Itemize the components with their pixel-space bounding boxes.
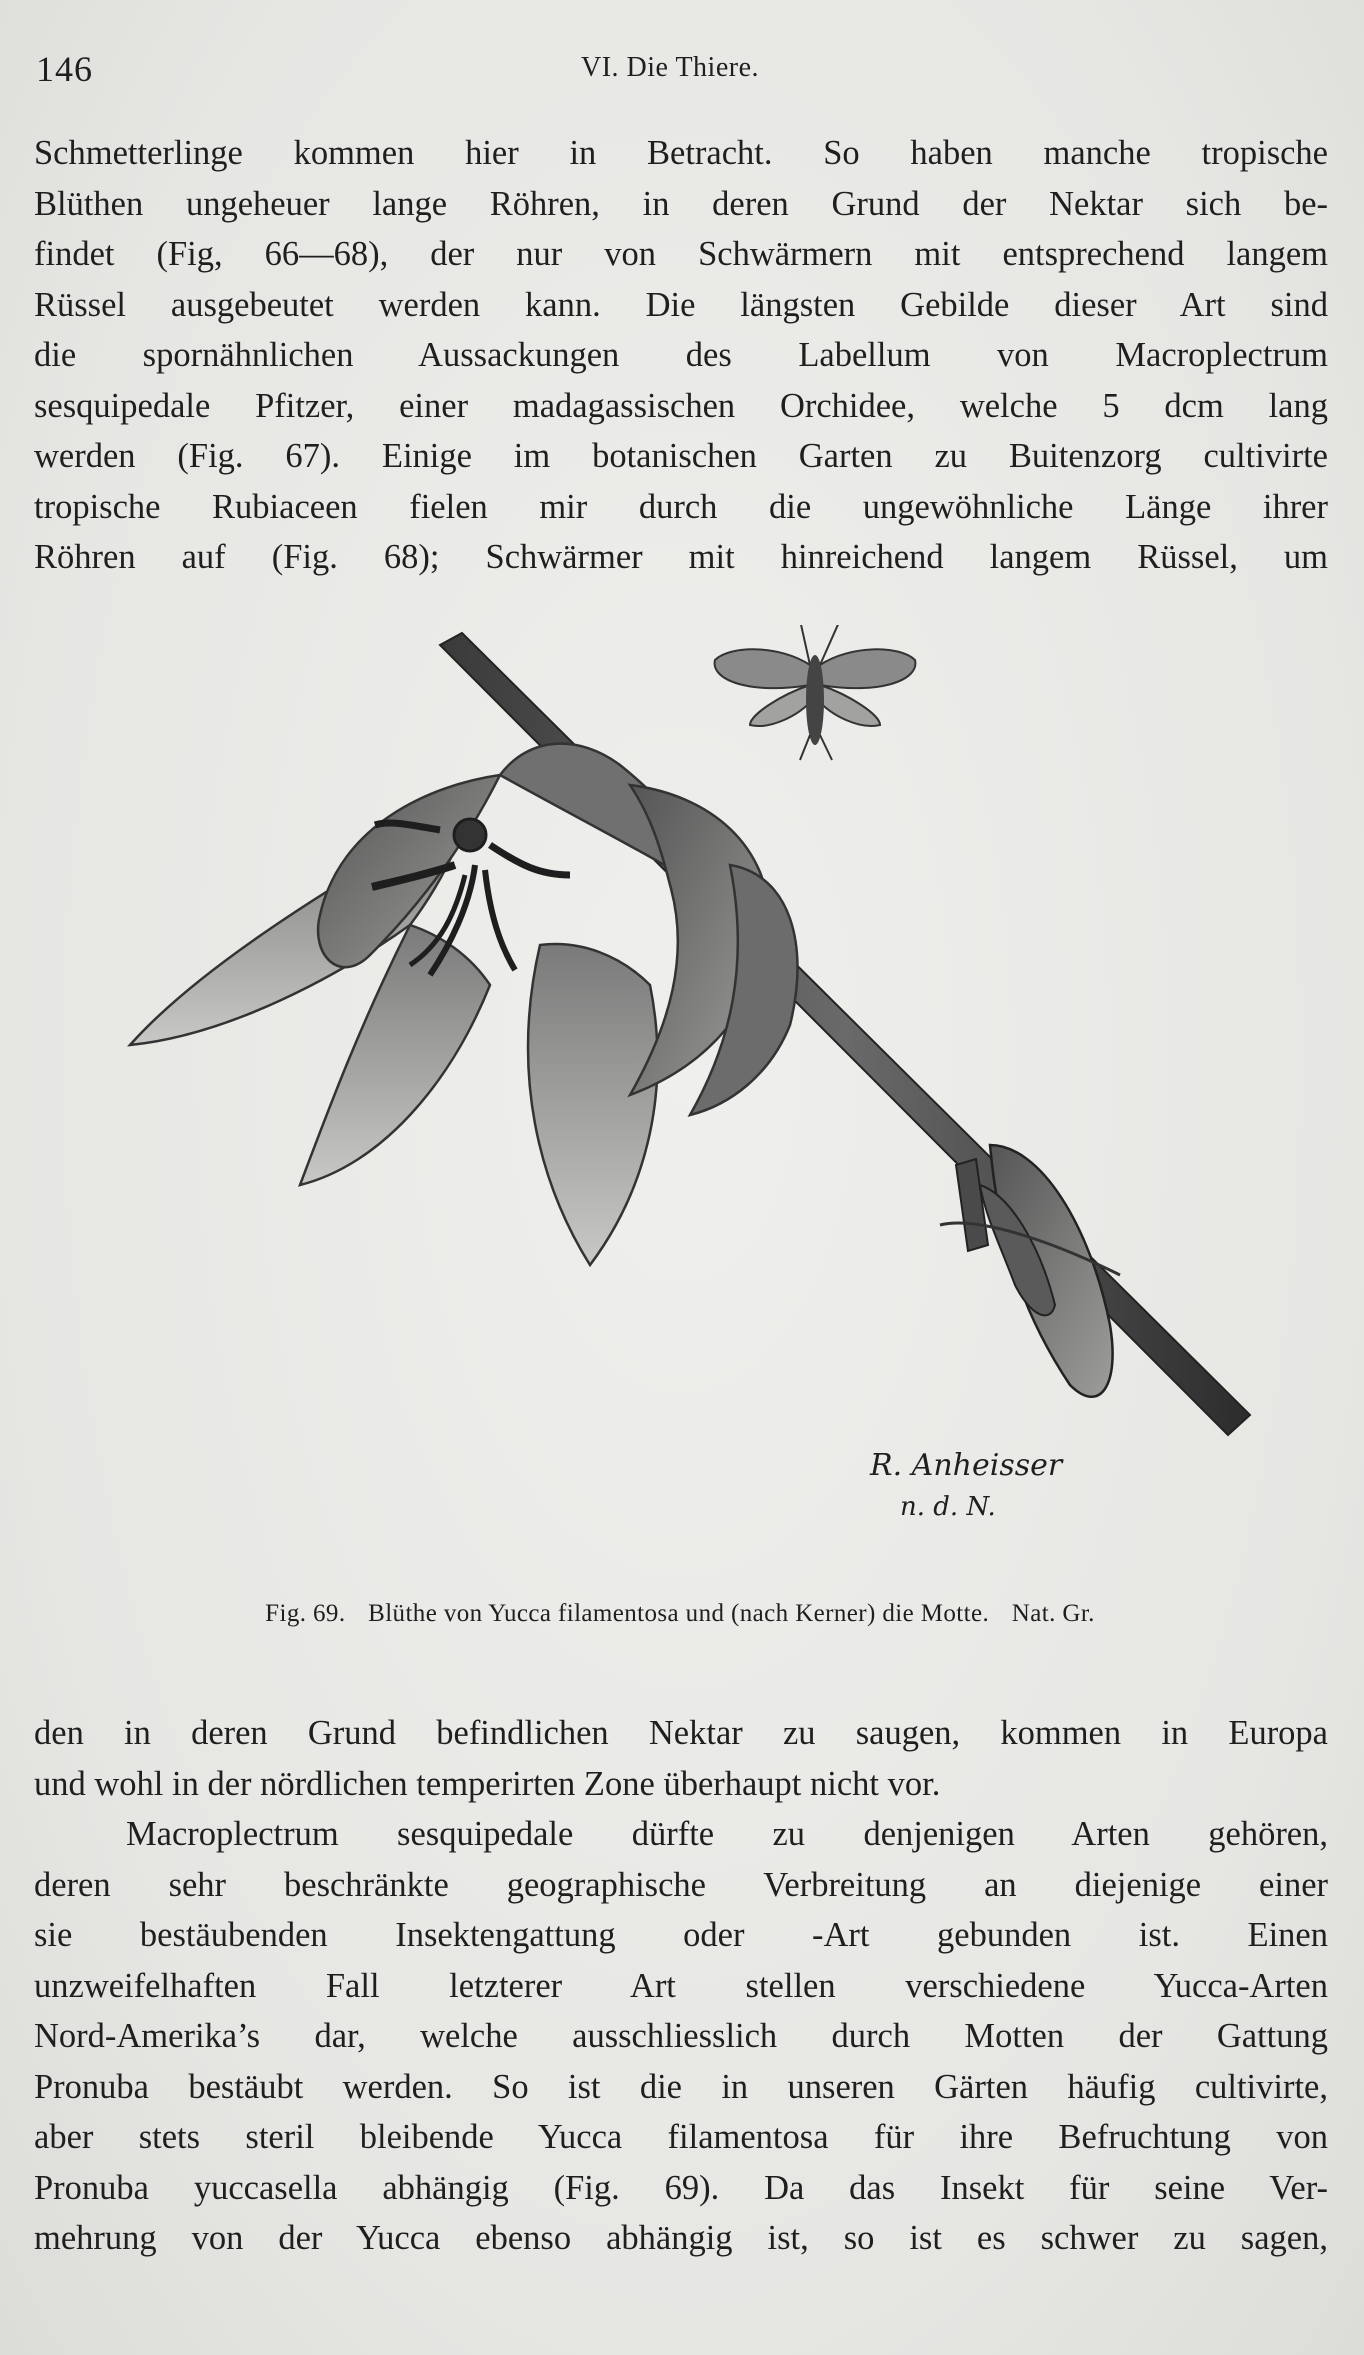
text-line: werden (Fig. 67). Einige im botanischen Garten zu Buitenzorg cultivirte <box>34 437 1328 475</box>
text-line: Macroplectrum sesquipedale dürfte zu denjenigen Arten gehören, <box>126 1815 1328 1853</box>
text-line: sie bestäubenden Insektengattung oder -Art gebunden ist. Einen <box>34 1916 1328 1954</box>
text-line: unzweifelhaften Fall letzterer Art stellen verschiedene Yucca-Arten <box>34 1966 1328 2005</box>
caption-number: Fig. 69. <box>265 1600 346 1627</box>
text-line: Blüthen ungeheuer lange Röhren, in deren Grund der Nektar sich be- <box>34 184 1328 223</box>
svg-text:n. d. N.: n. d. N. <box>900 1492 996 1522</box>
text-line: Schmetterlinge kommen hier in Betracht. So haben manche tropische <box>34 134 1328 172</box>
page-number: 146 <box>36 49 93 89</box>
text-line: Röhren auf (Fig. 68); Schwärmer mit hinreichend langem Rüssel, um <box>34 538 1328 576</box>
text-line: und wohl in der nördlichen temperirten Zone überhaupt nicht vor. <box>34 1764 941 1803</box>
yucca-flower <box>130 744 798 1265</box>
moth-illustration <box>715 625 916 760</box>
text-line: Rüssel ausgebeutet werden kann. Die längsten Gebilde dieser Art sind <box>34 285 1328 324</box>
text-line: Nord-Amerika’s dar, welche ausschliesslich durch Motten der Gattung <box>34 2017 1328 2055</box>
text-line: sesquipedale Pfitzer, einer madagassischen Orchidee, welche 5 dcm lang <box>34 386 1328 425</box>
petal <box>528 944 657 1265</box>
text-line: aber stets steril bleibende Yucca filamentosa für ihre Befruchtung von <box>34 2118 1328 2156</box>
text-line: die spornähnlichen Aussackungen des Labellum von Macroplectrum <box>34 336 1328 374</box>
text-line: findet (Fig, 66—68), der nur von Schwärmern mit entsprechend langem <box>34 235 1328 273</box>
text-line: tropische Rubiaceen fielen mir durch die ungewöhnliche Länge ihrer <box>34 487 1328 526</box>
text-line: den in deren Grund befindlichen Nektar zu saugen, kommen in Europa <box>34 1714 1328 1752</box>
text-line: Pronuba yuccasella abhängig (Fig. 69). Da das Insekt für seine Ver- <box>34 2168 1328 2207</box>
svg-text:R. Anheisser: R. Anheisser <box>870 1448 1063 1483</box>
text-line: mehrung von der Yucca ebenso abhängig ist, so ist es schwer zu sagen, <box>34 2219 1328 2257</box>
text-line: Pronuba bestäubt werden. So ist die in unseren Gärten häufig cultivirte, <box>34 2067 1328 2106</box>
caption-scale: Nat. Gr. <box>1011 1600 1095 1627</box>
figure-caption <box>60 1600 1300 1628</box>
artist-signature <box>869 1448 1064 1522</box>
top-paragraph <box>34 128 1328 583</box>
page-header <box>36 48 1304 98</box>
text-line: deren sehr beschränkte geographische Verbreitung an diejenige einer <box>34 1865 1328 1904</box>
caption-text: Blüthe von Yucca filamentosa und (nach Kerner) die Motte. <box>368 1600 990 1627</box>
yucca-illustration <box>110 625 1260 1555</box>
bottom-paragraph <box>34 1708 1328 2264</box>
running-head: VI. Die Thiere. <box>580 52 760 83</box>
